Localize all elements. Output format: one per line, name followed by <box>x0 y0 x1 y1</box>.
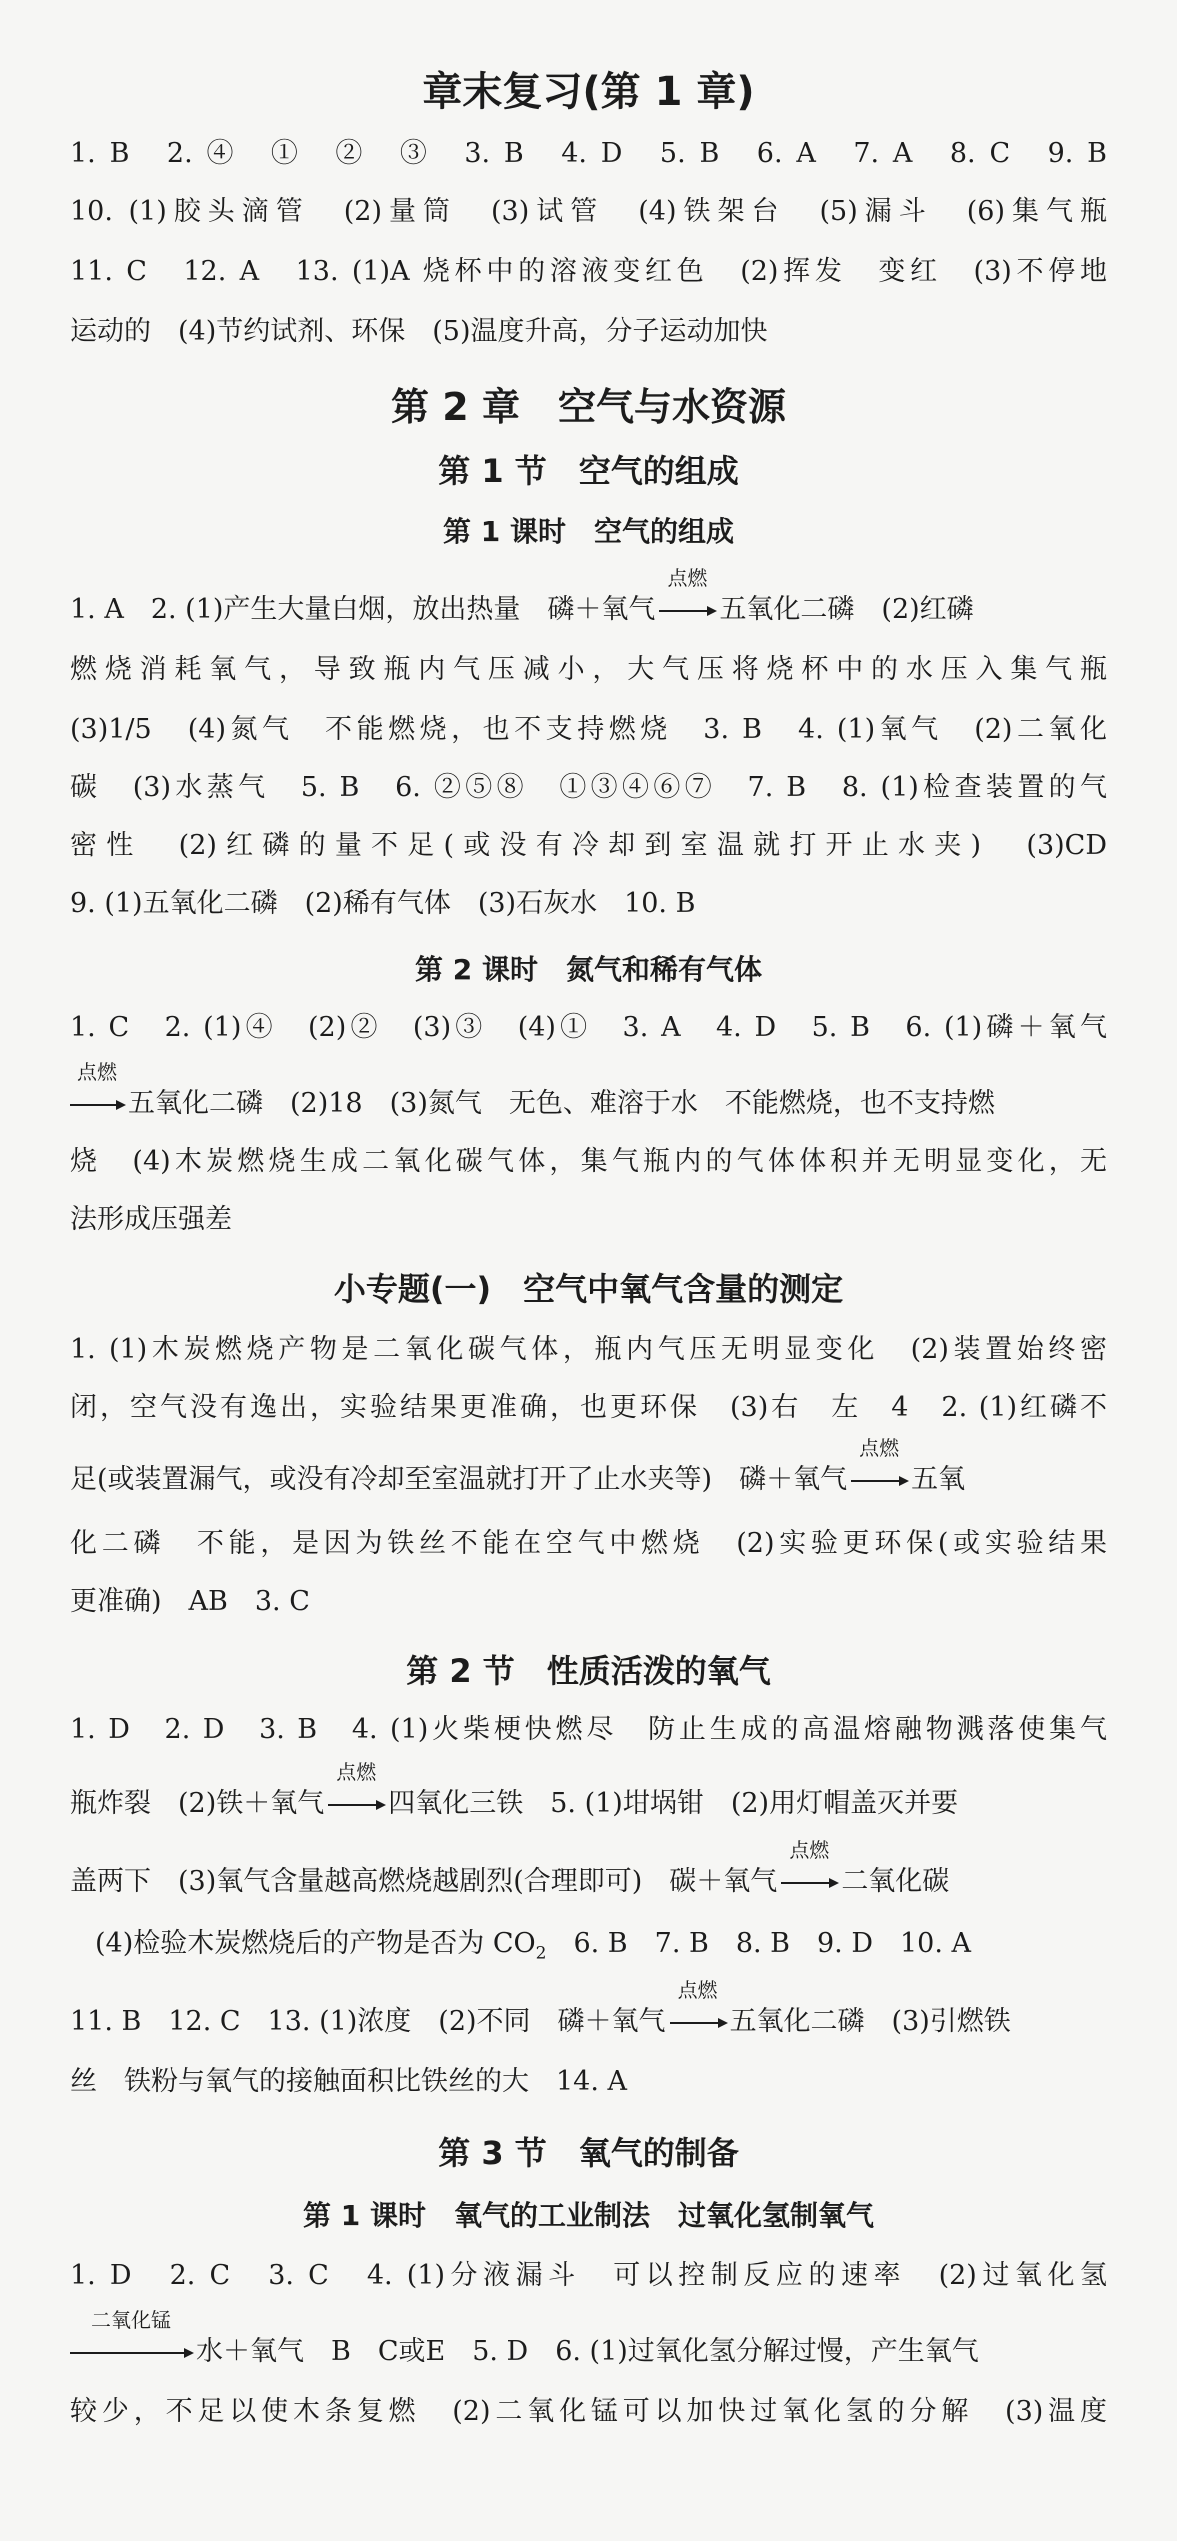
subscript: 2 <box>535 1943 547 1964</box>
answer-line: 烧 (4)木炭燃烧生成二氧化碳气体，集气瓶内的气体体积并无明显变化，无 <box>70 1146 1107 1177</box>
answer-line: 碳 (3)水蒸气 5. B 6. ②⑤⑧ ①③④⑥⑦ 7. B 8. (1)检查装置的气 <box>70 772 1107 803</box>
arrow-condition: 二氧化锰 <box>91 2308 171 2332</box>
answer-line <box>70 1838 1107 1902</box>
answer-line: 化二磷 不能，是因为铁丝不能在空气中燃烧 (2)实验更环保(或实验结果 <box>70 1528 1107 1559</box>
heading-lesson-2: 第 2 课时 氮气和稀有气体 <box>415 953 762 986</box>
answer-line <box>70 2308 1107 2372</box>
heading-lesson-3-1: 第 1 课时 氧气的工业制法 过氧化氢制氧气 <box>303 2199 874 2232</box>
answer-line <box>70 566 1107 630</box>
answer-text: 盖两下 (3)氧气含量越高燃烧越剧烈(合理即可) 碳＋氧气 <box>70 1866 778 1897</box>
answer-line: 燃烧消耗氧气，导致瓶内气压减小，大气压将烧杯中的水压入集气瓶 <box>70 654 1107 685</box>
answer-line: 法形成压强差 <box>70 1204 232 1235</box>
answer-line: 更准确) AB 3. C <box>70 1586 310 1617</box>
answer-line: 1. D 2. D 3. B 4. (1)火柴梗快燃尽 防止生成的高温熔融物溅落使集气 <box>70 1714 1107 1745</box>
arrow-condition: 点燃 <box>336 1760 377 1784</box>
answer-text: 11. B 12. C 13. (1)浓度 (2)不同 磷＋氧气 <box>70 2006 666 2037</box>
heading-section-2: 第 2 节 性质活泼的氧气 <box>406 1652 771 1690</box>
arrow-condition: 点燃 <box>667 566 708 590</box>
reaction-arrow <box>70 2308 192 2372</box>
answer-line <box>70 1978 1107 2042</box>
answer-text: 水＋氧气 B C或E 5. D 6. (1)过氧化氢分解过慢，产生氧气 <box>196 2336 979 2367</box>
answer-line: 较少，不足以使木条复燃 (2)二氧化锰可以加快过氧化氢的分解 (3)温度 <box>70 2396 1107 2427</box>
answer-text: 足(或装置漏气，或没有冷却至室温就打开了止水夹等) 磷＋氧气 <box>70 1464 848 1495</box>
answer-line <box>70 1060 1107 1124</box>
arrow-icon <box>851 1480 907 1482</box>
arrow-icon <box>70 1104 124 1106</box>
answer-line: 1. C 2. (1)④ (2)② (3)③ (4)① 3. A 4. D 5. B 6. (1)磷＋氧气 <box>70 1012 1107 1043</box>
answer-line: 运动的 (4)节约试剂、环保 (5)温度升高，分子运动加快 <box>70 316 768 347</box>
answer-line: (3)1/5 (4)氮气 不能燃烧，也不支持燃烧 3. B 4. (1)氧气 (2)二氧化 <box>70 714 1107 745</box>
answer-line: 1. (1)木炭燃烧产物是二氧化碳气体，瓶内气压无明显变化 (2)装置始终密 <box>70 1334 1107 1365</box>
answer-text: 四氧化三铁 5. (1)坩埚钳 (2)用灯帽盖灭并要 <box>388 1788 959 1819</box>
answer-text: 1. A 2. (1)产生大量白烟，放出热量 磷＋氧气 <box>70 594 656 625</box>
heading-section-1: 第 1 节 空气的组成 <box>438 452 739 490</box>
answer-line: 10. (1)胶头滴管 (2)量筒 (3)试管 (4)铁架台 (5)漏斗 (6)集气瓶 <box>70 196 1107 227</box>
answer-line: 1. D 2. C 3. C 4. (1)分液漏斗 可以控制反应的速率 (2)过氧化氢 <box>70 2260 1107 2291</box>
heading-chapter-review: 章末复习(第 1 章) <box>422 69 755 115</box>
arrow-icon <box>781 1882 837 1884</box>
answer-line: 1. B 2. ④ ① ② ③ 3. B 4. D 5. B 6. A 7. A 8. C 9. B <box>70 138 1107 169</box>
arrow-icon <box>659 610 715 612</box>
answer-line: 闭，空气没有逸出，实验结果更准确，也更环保 (3)右 左 4 2. (1)红磷不 <box>70 1392 1107 1423</box>
reaction-arrow <box>70 1060 124 1124</box>
answer-line <box>95 1924 1107 1973</box>
arrow-condition: 点燃 <box>859 1436 900 1460</box>
heading-section-3: 第 3 节 氧气的制备 <box>438 2134 739 2172</box>
answer-line <box>70 1760 1107 1824</box>
answer-text: 五氧化二磷 (2)红磷 <box>719 594 974 625</box>
reaction-arrow <box>851 1436 907 1500</box>
answer-line: 11. C 12. A 13. (1)A 烧杯中的溶液变红色 (2)挥发 变红 (3)不停地 <box>70 256 1107 287</box>
arrow-icon <box>70 2352 192 2354</box>
heading-lesson-1: 第 1 课时 空气的组成 <box>443 515 734 548</box>
answer-line: 密性 (2)红磷的量不足(或没有冷却到室温就打开止水夹) (3)CD <box>70 830 1107 861</box>
answer-text: (4)检验木炭燃烧后的产物是否为 CO <box>95 1928 536 1959</box>
answer-text: 五氧化二磷 (2)18 (3)氮气 无色、难溶于水 不能燃烧，也不支持燃 <box>128 1088 995 1119</box>
answer-text: 瓶炸裂 (2)铁＋氧气 <box>70 1788 325 1819</box>
arrow-icon <box>670 2022 726 2024</box>
answer-line: 9. (1)五氧化二磷 (2)稀有气体 (3)石灰水 10. B <box>70 888 696 919</box>
arrow-condition: 点燃 <box>789 1838 830 1862</box>
answer-line: 丝 铁粉与氧气的接触面积比铁丝的大 14. A <box>70 2066 628 2097</box>
heading-topic-1: 小专题(一) 空气中氧气含量的测定 <box>333 1270 844 1308</box>
answer-text: 五氧化二磷 (3)引燃铁 <box>729 2006 1011 2037</box>
reaction-arrow <box>781 1838 837 1902</box>
answer-text: 二氧化碳 <box>841 1866 950 1897</box>
arrow-icon <box>328 1804 384 1806</box>
answer-text: 6. B 7. B 8. B 9. D 10. A <box>546 1928 972 1959</box>
arrow-condition: 点燃 <box>77 1060 117 1084</box>
answer-text: 五氧 <box>911 1464 966 1495</box>
heading-chapter-2: 第 2 章 空气与水资源 <box>391 385 786 429</box>
reaction-arrow <box>659 566 715 630</box>
reaction-arrow <box>328 1760 384 1824</box>
arrow-condition: 点燃 <box>677 1978 718 2002</box>
reaction-arrow <box>670 1978 726 2042</box>
answer-line <box>70 1436 1107 1500</box>
